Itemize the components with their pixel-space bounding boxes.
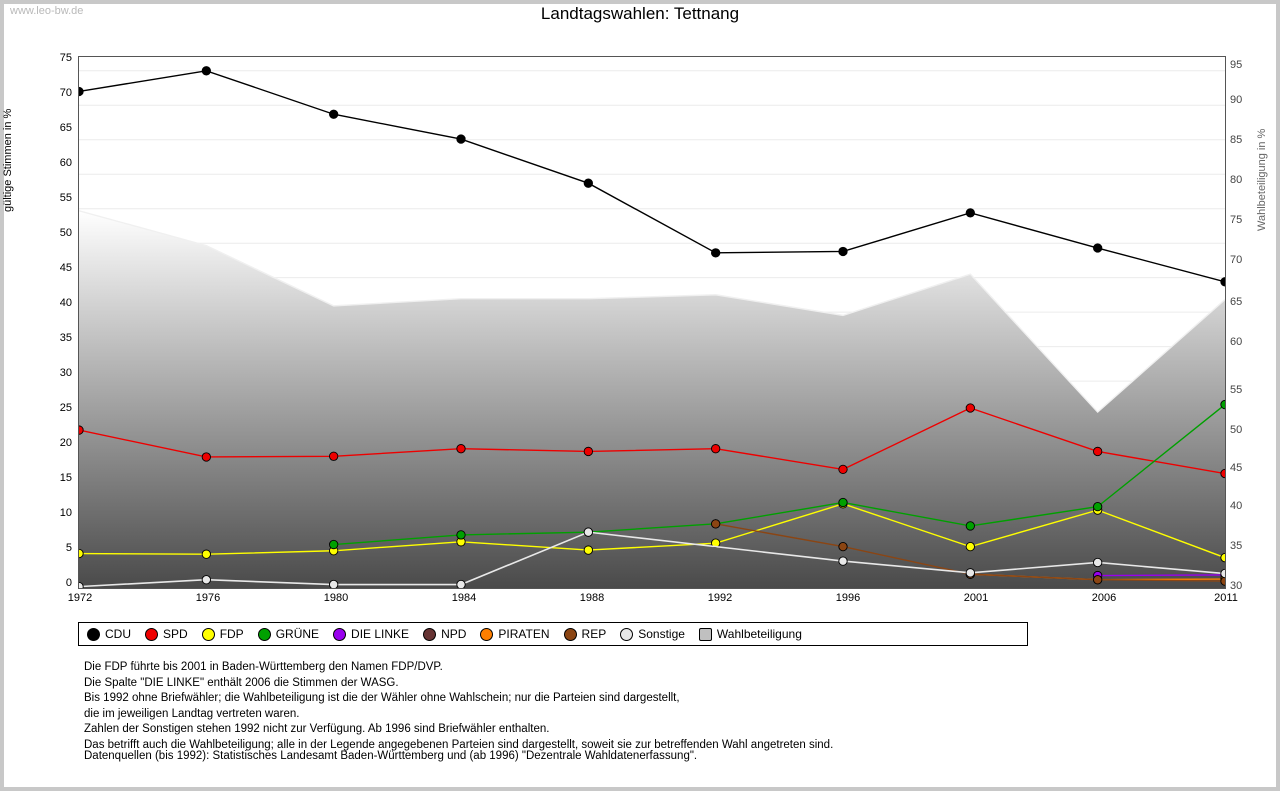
data-point[interactable]	[839, 465, 847, 473]
legend-item-npd[interactable]	[423, 627, 466, 641]
y-tick-right: 50	[1230, 424, 1243, 436]
legend-marker-icon	[564, 628, 577, 641]
x-tick: 1996	[835, 592, 861, 604]
legend-marker-icon	[699, 628, 712, 641]
x-tick: 1980	[323, 592, 349, 604]
legend-item-cdu[interactable]	[87, 627, 131, 641]
y-tick-right: 95	[1230, 59, 1243, 71]
x-tick: 2006	[1091, 592, 1117, 604]
footnote-line: Die FDP führte bis 2001 in Baden-Württemberg den Namen FDP/DVP.	[84, 661, 443, 673]
series-line-cdu	[79, 71, 1225, 282]
y-tick-left: 30	[59, 367, 72, 379]
data-point[interactable]	[329, 540, 337, 548]
legend-label: NPD	[441, 627, 467, 641]
legend-item-wahlbeteiligung[interactable]	[699, 627, 802, 641]
data-point[interactable]	[966, 209, 974, 217]
data-point[interactable]	[1221, 553, 1225, 561]
y-tick-left: 60	[59, 157, 72, 169]
legend-label: FDP	[219, 627, 244, 641]
y-tick-left: 75	[59, 52, 72, 64]
legend-item-sonstige[interactable]	[620, 627, 685, 641]
series-layer	[79, 67, 1225, 588]
y-tick-right: 65	[1230, 296, 1243, 308]
data-point[interactable]	[584, 546, 592, 554]
legend-label: GRÜNE	[275, 627, 320, 641]
y-tick-right: 75	[1230, 214, 1243, 226]
data-point[interactable]	[1093, 447, 1101, 455]
y-axis-right-label: Wahlbeteiligung in %	[1256, 128, 1268, 232]
footnote-line: Das betrifft auch die Wahlbeteiligung; alle in der Legende angegebenen Parteien sind dargestellt, soweit sie zur betreffenden Wahl angetreten sind.	[84, 738, 834, 751]
data-point[interactable]	[457, 531, 465, 539]
data-point[interactable]	[584, 528, 592, 536]
data-point[interactable]	[966, 522, 974, 530]
legend-item-spd[interactable]	[145, 627, 188, 641]
data-point[interactable]	[329, 110, 337, 118]
legend-label: Wahlbeteiligung	[716, 627, 802, 641]
y-tick-right: 30	[1230, 580, 1243, 592]
data-point[interactable]	[584, 179, 592, 187]
y-tick-right: 40	[1230, 500, 1243, 512]
legend-label: PIRATEN	[498, 627, 550, 641]
legend-label: CDU	[105, 627, 131, 641]
footnote-line: Bis 1992 ohne Briefwähler; die Wahlbeteiligung ist die der Wähler ohne Wahlschein; nur die Parteien sind dargestellt,	[84, 692, 680, 704]
y-tick-right: 70	[1230, 254, 1243, 266]
data-point[interactable]	[202, 550, 210, 558]
y-tick-left: 0	[65, 577, 72, 589]
data-point[interactable]	[79, 426, 83, 434]
y-tick-left: 65	[59, 122, 72, 134]
data-point[interactable]	[1221, 577, 1225, 585]
data-point[interactable]	[79, 549, 83, 557]
y-tick-right: 85	[1230, 134, 1243, 146]
data-point[interactable]	[966, 569, 974, 577]
legend	[78, 622, 1028, 646]
data-point[interactable]	[457, 135, 465, 143]
y-tick-left: 45	[59, 262, 72, 274]
legend-marker-icon	[620, 628, 633, 641]
data-point[interactable]	[839, 498, 847, 506]
y-tick-right: 55	[1230, 384, 1243, 396]
y-tick-left: 20	[59, 437, 72, 449]
data-point[interactable]	[584, 447, 592, 455]
data-point[interactable]	[79, 87, 83, 95]
x-tick: 2011	[1214, 592, 1238, 604]
legend-item-fdp[interactable]	[202, 627, 244, 641]
footnote-line: Die Spalte "DIE LINKE" enthält 2006 die Stimmen der WASG.	[84, 676, 399, 689]
data-point[interactable]	[1093, 558, 1101, 566]
data-point[interactable]	[966, 404, 974, 412]
data-point[interactable]	[1221, 400, 1225, 408]
chart-canvas	[79, 57, 1225, 588]
plot-area	[78, 56, 1226, 589]
legend-item-die-linke[interactable]	[333, 627, 409, 641]
legend-label: REP	[581, 627, 607, 641]
series-line-die-linke	[1098, 575, 1225, 576]
footnotes	[84, 660, 1184, 753]
legend-item-piraten[interactable]	[480, 627, 549, 641]
y-tick-left: 5	[65, 542, 72, 554]
data-point[interactable]	[711, 444, 719, 452]
y-tick-left: 70	[59, 87, 72, 99]
y-tick-left: 25	[59, 402, 72, 414]
data-source: Datenquellen (bis 1992): Statistisches Landesamt Baden-Württemberg und (ab 1996) "Dezentrale Wahldatenerfassung".	[84, 750, 698, 762]
footnote-line: die im jeweiligen Landtag vertreten waren.	[84, 707, 300, 720]
y-tick-left: 15	[59, 472, 72, 484]
x-tick: 1988	[579, 592, 605, 604]
data-point[interactable]	[839, 247, 847, 255]
legend-marker-icon	[202, 628, 215, 641]
data-point[interactable]	[1093, 244, 1101, 252]
legend-item-gruene[interactable]	[258, 627, 319, 641]
data-point[interactable]	[839, 557, 847, 565]
data-point[interactable]	[1221, 569, 1225, 577]
legend-item-rep[interactable]	[564, 627, 607, 641]
data-point[interactable]	[329, 452, 337, 460]
footnote-line: Zahlen der Sonstigen stehen 1992 nicht zur Verfügung. Ab 1996 sind Briefwähler enthalten.	[84, 723, 550, 735]
legend-marker-icon	[333, 628, 346, 641]
y-tick-left: 40	[59, 297, 72, 309]
watermark: www.leo-bw.de	[10, 5, 84, 17]
x-tick: 1984	[451, 592, 477, 604]
data-point[interactable]	[839, 542, 847, 550]
data-point[interactable]	[711, 520, 719, 528]
y-tick-left: 10	[59, 507, 72, 519]
data-point[interactable]	[966, 542, 974, 550]
data-point[interactable]	[457, 444, 465, 452]
legend-label: SPD	[163, 627, 188, 641]
x-tick: 1972	[67, 592, 93, 604]
data-point[interactable]	[329, 580, 337, 588]
y-axis-left-label: gültige Stimmen in %	[2, 108, 14, 212]
y-tick-right: 45	[1230, 462, 1243, 474]
legend-label: Sonstige	[638, 627, 685, 641]
legend-marker-icon	[258, 628, 271, 641]
data-point[interactable]	[202, 576, 210, 584]
y-tick-left: 55	[59, 192, 72, 204]
legend-label: DIE LINKE	[351, 627, 410, 641]
x-tick: 1976	[195, 592, 221, 604]
data-point[interactable]	[1221, 469, 1225, 477]
y-tick-left: 50	[59, 227, 72, 239]
y-tick-right: 80	[1230, 174, 1243, 186]
legend-marker-icon	[87, 628, 100, 641]
x-tick: 1992	[707, 592, 733, 604]
y-tick-right: 90	[1230, 94, 1243, 106]
data-point[interactable]	[1093, 576, 1101, 584]
y-tick-right: 60	[1230, 336, 1243, 348]
data-point[interactable]	[1221, 278, 1225, 286]
legend-marker-icon	[145, 628, 158, 641]
legend-marker-icon	[423, 628, 436, 641]
data-point[interactable]	[202, 67, 210, 75]
data-point[interactable]	[1093, 502, 1101, 510]
data-point[interactable]	[202, 453, 210, 461]
x-tick: 2001	[963, 592, 989, 604]
data-point[interactable]	[457, 580, 465, 588]
y-tick-left: 35	[59, 332, 72, 344]
legend-marker-icon	[480, 628, 493, 641]
data-point[interactable]	[711, 249, 719, 257]
chart-title: Landtagswahlen: Tettnang	[540, 4, 740, 23]
y-tick-right: 35	[1230, 540, 1243, 552]
